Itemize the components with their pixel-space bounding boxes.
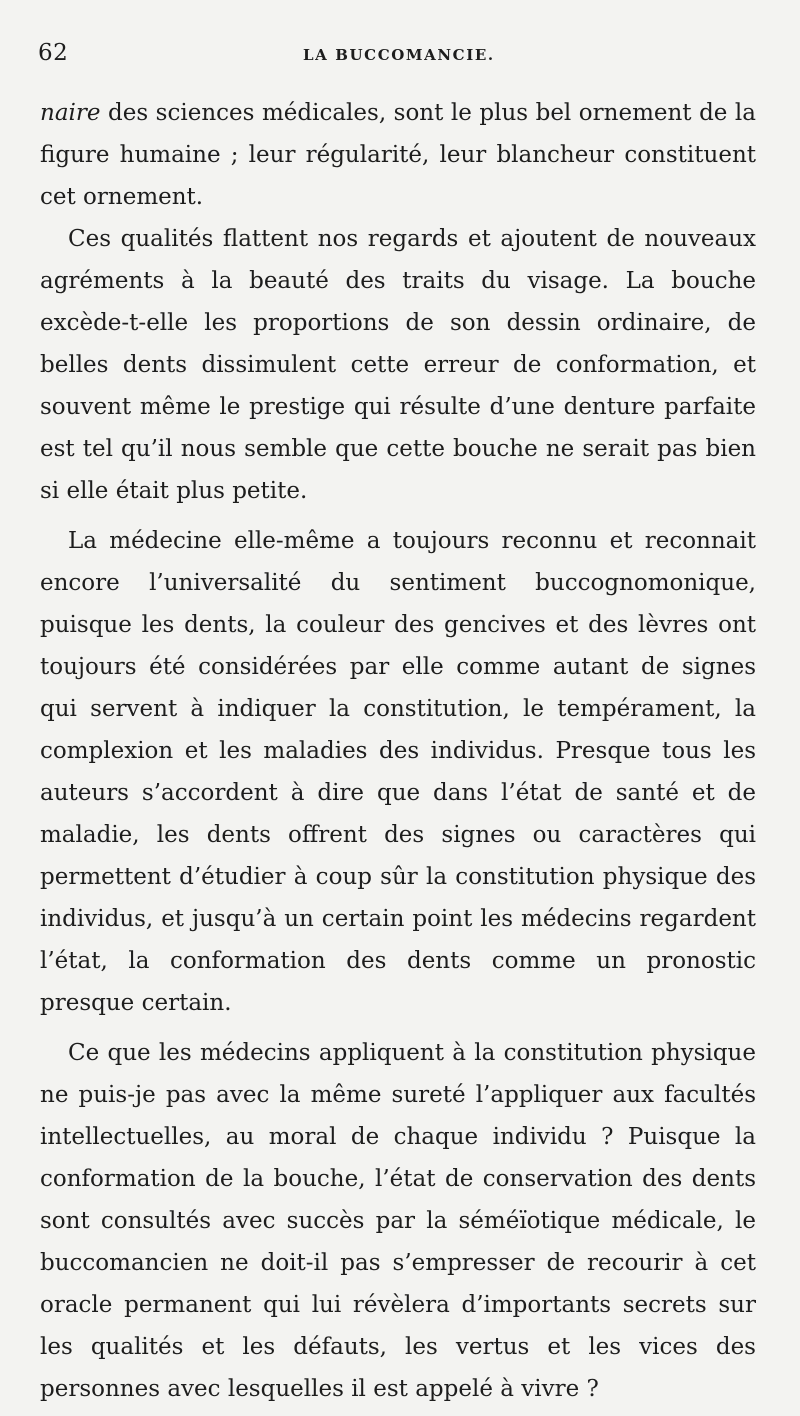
running-head — [38, 40, 740, 74]
paragraph: Ce que les médecins appliquent à la constitution physique ne puis-je pas avec la même sureté l’appliquer aux facultés intellectuelles, au moral de chaque individu ? Puisque la conformation de la bouche, l’état de conservation des dents sont consultés avec succès par la séméïotique médicale, le buccomancien ne doit-il pas s’empresser de recourir à cet oracle permanent qui lui révèlera d’importants secrets sur les qualités et les défauts, les vertus et les vices des personnes avec lesquelles il est appelé à vivre ? — [40, 1040, 756, 1402]
paragraph: La médecine elle-même a toujours reconnu et reconnait encore l’universalité du sentiment buccognomonique, puisque les dents, la couleur des gencives et des lèvres ont toujours été considérées par elle comme autant de signes qui servent à indiquer la constitution, le tempérament, la complexion et les maladies des individus. Presque tous les auteurs s’accordent à dire que dans l’état de santé et de maladie, les dents offrent des signes ou caractères qui permettent d’étudier à coup sûr la constitution physique des individus, et jusqu’à un certain point les médecins regardent l’état, la conformation des dents comme un pronostic presque certain. — [40, 528, 756, 1016]
paragraph-text: des sciences médicales, sont le plus bel ornement de la figure humaine ; leur régularité, leur blancheur constituent cet ornement. — [40, 100, 756, 210]
paragraph: Ces qualités flattent nos regards et ajoutent de nouveaux agréments à la beauté des traits du visage. La bouche excède-t-elle les proportions de son dessin ordinaire, de belles dents dissimulent cette erreur de conformation, et souvent même le prestige qui résulte d’une denture parfaite est tel qu’il nous semble que cette bouche ne serait pas bien si elle était plus petite. — [40, 226, 756, 504]
body-text — [40, 92, 756, 1410]
running-title: LA BUCCOMANCIE. — [303, 46, 495, 64]
italic-word: naire — [40, 100, 101, 126]
paragraph-continuation — [40, 92, 756, 218]
page-number: 62 — [38, 40, 69, 66]
